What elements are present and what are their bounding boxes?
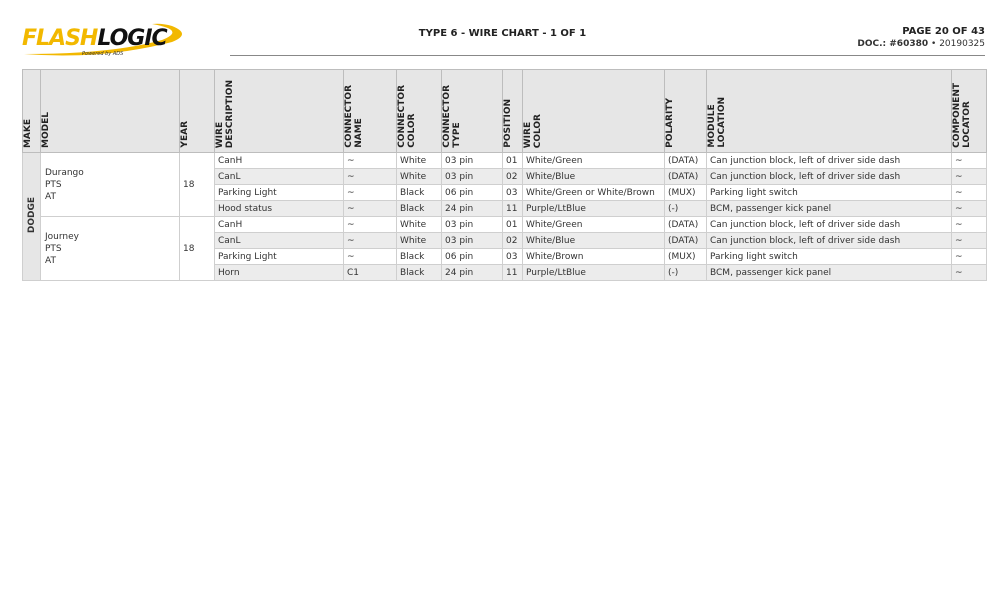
- desc-cell: CanH: [215, 153, 344, 169]
- module-cell: Can junction block, left of driver side dash: [707, 233, 952, 249]
- desc-cell: CanL: [215, 233, 344, 249]
- table-row: [23, 153, 987, 169]
- column-header-label: YEAR: [180, 121, 190, 148]
- conn-name-cell: ~: [344, 169, 397, 185]
- header-divider: [230, 55, 985, 56]
- conn-name-cell: ~: [344, 233, 397, 249]
- column-header-label: POSITION: [503, 99, 513, 148]
- column-header-label: CONNECTOR NAME: [344, 85, 364, 148]
- conn-color-cell: Black: [397, 265, 442, 281]
- year-cell: 18: [180, 217, 215, 281]
- desc-cell: Hood status: [215, 201, 344, 217]
- wire-color-cell: Purple/LtBlue: [523, 201, 665, 217]
- module-cell: Can junction block, left of driver side dash: [707, 169, 952, 185]
- module-cell: BCM, passenger kick panel: [707, 201, 952, 217]
- column-header-label: MODEL: [41, 112, 51, 148]
- wire-color-cell: White/Green: [523, 217, 665, 233]
- column-header-label: CONNECTOR TYPE: [442, 85, 462, 148]
- column-header-label: CONNECTOR COLOR: [397, 85, 417, 148]
- column-header: [665, 70, 707, 153]
- conn-color-cell: Black: [397, 185, 442, 201]
- conn-color-cell: White: [397, 233, 442, 249]
- conn-name-cell: C1: [344, 265, 397, 281]
- logo-wordmark: FLASHLOGIC: [22, 26, 167, 51]
- locator-cell: ~: [952, 217, 987, 233]
- wire-chart-table: [22, 69, 987, 281]
- pos-cell: 02: [503, 233, 523, 249]
- desc-cell: CanH: [215, 217, 344, 233]
- wire-color-cell: Purple/LtBlue: [523, 265, 665, 281]
- conn-type-cell: 06 pin: [442, 185, 503, 201]
- module-cell: Can junction block, left of driver side dash: [707, 153, 952, 169]
- wire-color-cell: White/Blue: [523, 233, 665, 249]
- locator-cell: ~: [952, 249, 987, 265]
- conn-name-cell: ~: [344, 185, 397, 201]
- column-header-label: MODULE LOCATION: [707, 97, 727, 148]
- make-label: DODGE: [26, 196, 37, 234]
- table-header-row: [23, 70, 987, 153]
- polarity-cell: (DATA): [665, 169, 707, 185]
- locator-cell: ~: [952, 185, 987, 201]
- doc-number: DOC.: #60380 • 20190325: [857, 39, 985, 49]
- locator-cell: ~: [952, 265, 987, 281]
- conn-color-cell: Black: [397, 201, 442, 217]
- make-cell: [23, 153, 41, 281]
- polarity-cell: (DATA): [665, 233, 707, 249]
- pos-cell: 03: [503, 185, 523, 201]
- conn-color-cell: Black: [397, 249, 442, 265]
- column-header: [707, 70, 952, 153]
- desc-cell: Parking Light: [215, 249, 344, 265]
- polarity-cell: (MUX): [665, 185, 707, 201]
- conn-type-cell: 24 pin: [442, 201, 503, 217]
- polarity-cell: (DATA): [665, 217, 707, 233]
- flashlogic-logo: [22, 20, 187, 62]
- locator-cell: ~: [952, 153, 987, 169]
- conn-name-cell: ~: [344, 201, 397, 217]
- pos-cell: 02: [503, 169, 523, 185]
- column-header: [952, 70, 987, 153]
- conn-type-cell: 03 pin: [442, 153, 503, 169]
- polarity-cell: (-): [665, 265, 707, 281]
- pos-cell: 01: [503, 153, 523, 169]
- document-title: TYPE 6 - WIRE CHART - 1 OF 1: [418, 28, 587, 39]
- conn-color-cell: White: [397, 153, 442, 169]
- logo-powered-by: Powered by ADS: [82, 51, 124, 57]
- page-number: PAGE 20 OF 43: [902, 26, 985, 37]
- conn-name-cell: ~: [344, 153, 397, 169]
- desc-cell: Horn: [215, 265, 344, 281]
- module-cell: Parking light switch: [707, 249, 952, 265]
- column-header: [23, 70, 41, 153]
- locator-cell: ~: [952, 201, 987, 217]
- conn-type-cell: 24 pin: [442, 265, 503, 281]
- desc-cell: CanL: [215, 169, 344, 185]
- polarity-cell: (DATA): [665, 153, 707, 169]
- conn-type-cell: 03 pin: [442, 169, 503, 185]
- pos-cell: 11: [503, 265, 523, 281]
- locator-cell: ~: [952, 169, 987, 185]
- column-header-label: WIRE DESCRIPTION: [215, 79, 235, 148]
- pos-cell: 03: [503, 249, 523, 265]
- wire-color-cell: White/Blue: [523, 169, 665, 185]
- desc-cell: Parking Light: [215, 185, 344, 201]
- conn-type-cell: 06 pin: [442, 249, 503, 265]
- column-header-label: COMPONENT LOCATOR: [952, 83, 972, 148]
- wire-color-cell: White/Brown: [523, 249, 665, 265]
- model-cell: Journey PTS AT: [41, 217, 180, 281]
- column-header: [180, 70, 215, 153]
- polarity-cell: (MUX): [665, 249, 707, 265]
- polarity-cell: (-): [665, 201, 707, 217]
- conn-type-cell: 03 pin: [442, 233, 503, 249]
- column-header: [397, 70, 442, 153]
- wire-color-cell: White/Green: [523, 153, 665, 169]
- column-header: [215, 70, 344, 153]
- wire-color-cell: White/Green or White/Brown: [523, 185, 665, 201]
- column-header: [442, 70, 503, 153]
- column-header: [523, 70, 665, 153]
- column-header-label: POLARITY: [665, 98, 675, 148]
- column-header: [503, 70, 523, 153]
- conn-color-cell: White: [397, 217, 442, 233]
- column-header: [344, 70, 397, 153]
- column-header: [41, 70, 180, 153]
- table-row: [23, 217, 987, 233]
- model-cell: Durango PTS AT: [41, 153, 180, 217]
- column-header-label: MAKE: [23, 118, 33, 148]
- year-cell: 18: [180, 153, 215, 217]
- module-cell: Parking light switch: [707, 185, 952, 201]
- conn-name-cell: ~: [344, 217, 397, 233]
- pos-cell: 11: [503, 201, 523, 217]
- column-header-label: WIRE COLOR: [523, 113, 543, 148]
- pos-cell: 01: [503, 217, 523, 233]
- conn-name-cell: ~: [344, 249, 397, 265]
- locator-cell: ~: [952, 233, 987, 249]
- conn-type-cell: 03 pin: [442, 217, 503, 233]
- module-cell: BCM, passenger kick panel: [707, 265, 952, 281]
- conn-color-cell: White: [397, 169, 442, 185]
- module-cell: Can junction block, left of driver side dash: [707, 217, 952, 233]
